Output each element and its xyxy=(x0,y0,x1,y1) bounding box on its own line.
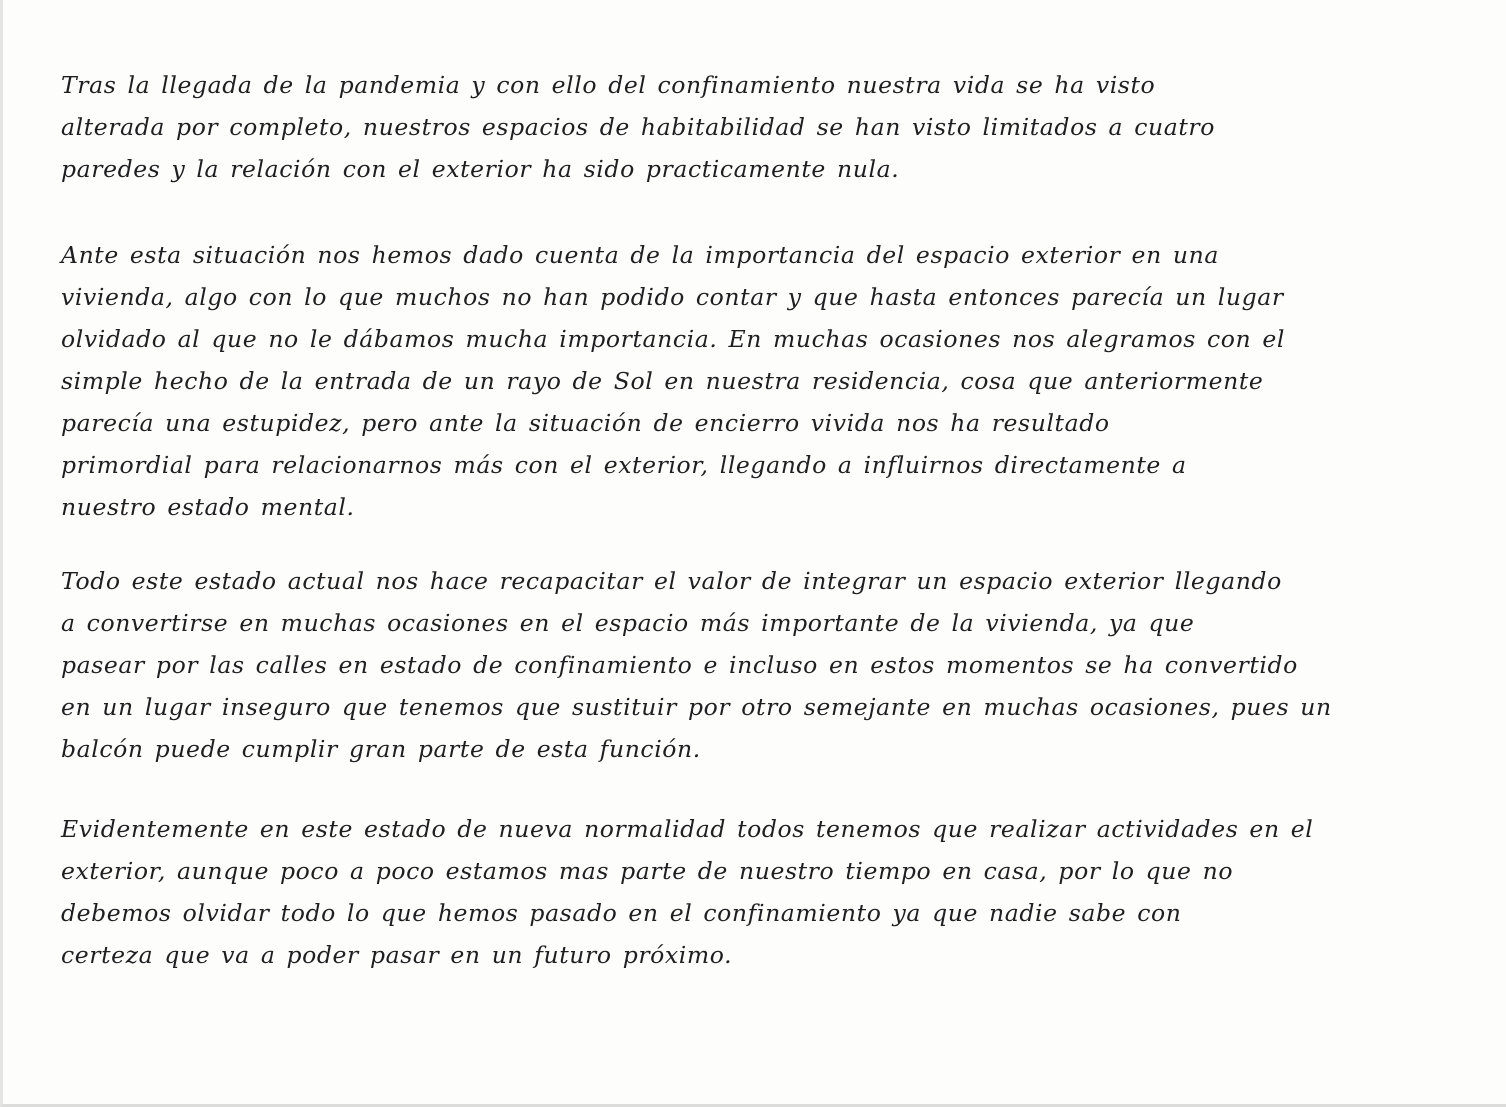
text-line: vivienda, algo con lo que muchos no han podido contar y que hasta entonces parecía un lugar xyxy=(61,283,1284,311)
text-line: parecía una estupidez, pero ante la situación de encierro vivida nos ha resultado xyxy=(61,409,1110,437)
paragraph-3 xyxy=(61,560,1441,770)
paragraph-4 xyxy=(61,808,1441,976)
text-line: simple hecho de la entrada de un rayo de Sol en nuestra residencia, cosa que anteriormente xyxy=(61,367,1264,395)
text-line: balcón puede cumplir gran parte de esta función. xyxy=(61,735,701,763)
text-line: Ante esta situación nos hemos dado cuenta de la importancia del espacio exterior en una xyxy=(61,241,1219,269)
text-line: exterior, aunque poco a poco estamos mas parte de nuestro tiempo en casa, por lo que no xyxy=(61,857,1234,885)
text-line: a convertirse en muchas ocasiones en el espacio más importante de la vivienda, ya que xyxy=(61,609,1195,637)
text-line: Todo este estado actual nos hace recapacitar el valor de integrar un espacio exterior llegando xyxy=(61,567,1282,595)
text-line: alterada por completo, nuestros espacios de habitabilidad se han visto limitados a cuatro xyxy=(61,113,1215,141)
text-line: en un lugar inseguro que tenemos que sustituir por otro semejante en muchas ocasiones, pues un xyxy=(61,693,1332,721)
text-line: certeza que va a poder pasar en un futuro próximo. xyxy=(61,941,733,969)
paragraph-1 xyxy=(61,64,1441,190)
text-line: nuestro estado mental. xyxy=(61,493,355,521)
text-line: Evidentemente en este estado de nueva normalidad todos tenemos que realizar actividades en el xyxy=(61,815,1314,843)
text-line: debemos olvidar todo lo que hemos pasado en el confinamiento ya que nadie sabe con xyxy=(61,899,1182,927)
text-line: olvidado al que no le dábamos mucha importancia. En muchas ocasiones nos alegramos con el xyxy=(61,325,1285,353)
text-line: primordial para relacionarnos más con el exterior, llegando a influirnos directamente a xyxy=(61,451,1187,479)
text-line: Tras la llegada de la pandemia y con ello del confinamiento nuestra vida se ha visto xyxy=(61,71,1156,99)
text-line: paredes y la relación con el exterior ha sido practicamente nula. xyxy=(61,155,900,183)
text-line: pasear por las calles en estado de confinamiento e incluso en estos momentos se ha convertido xyxy=(61,651,1298,679)
paragraph-2 xyxy=(61,234,1441,528)
